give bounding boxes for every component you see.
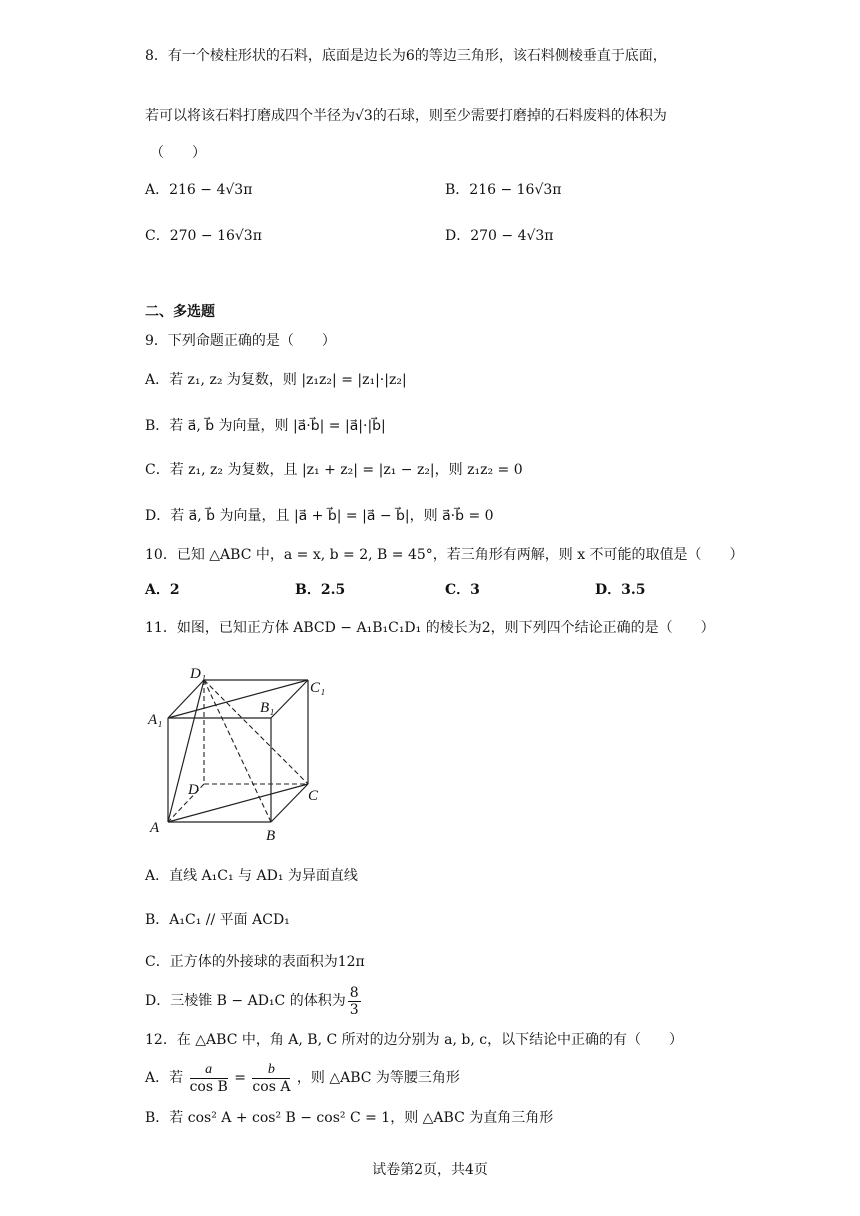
q8-option-c: C．270 − 16√3π bbox=[145, 228, 262, 244]
q10-option-a: A．2 bbox=[145, 582, 180, 598]
q8-stem-line1: 8．有一个棱柱形状的石料，底面是边长为6的等边三角形，该石料侧棱垂直于底面， bbox=[145, 48, 667, 64]
label-b1: B₁ bbox=[260, 700, 275, 716]
label-a: A bbox=[150, 820, 160, 836]
fraction-denominator: cos B bbox=[189, 1078, 228, 1095]
q12-stem: 12．在 △ABC 中，角 A, B, C 所对的边分别为 a, b, c，以下结论中正确的有（ ） bbox=[145, 1032, 684, 1048]
q11-stem: 11．如图，已知正方体 ABCD − A₁B₁C₁D₁ 的棱长为2，则下列四个结论正确的是（ ） bbox=[145, 620, 715, 636]
q8-option-a: A．216 − 4√3π bbox=[145, 182, 253, 198]
q11-option-d bbox=[145, 981, 363, 1021]
q11-option-b: B．A₁C₁ // 平面 ACD₁ bbox=[145, 912, 290, 928]
label-d1: D₁ bbox=[190, 666, 207, 682]
q8-stem-line2: 若可以将该石料打磨成四个半径为√3的石球，则至少需要打磨掉的石料废料的体积为 bbox=[145, 108, 667, 124]
fraction-numerator: a bbox=[190, 1062, 228, 1079]
q10-stem: 10．已知 △ABC 中，a = x, b = 2, B = 45°，若三角形有两解，则 x 不可能的取值是（ ） bbox=[145, 547, 744, 563]
q12-option-a bbox=[145, 1058, 460, 1098]
label-d: D bbox=[188, 782, 199, 798]
q8-option-b: B．216 − 16√3π bbox=[445, 182, 562, 198]
page-footer: 试卷第2页，共4页 bbox=[372, 1162, 488, 1178]
q8-stem-line3: （ ） bbox=[150, 145, 206, 161]
fraction-8-3 bbox=[348, 985, 361, 1018]
fraction-denominator: 3 bbox=[349, 1001, 359, 1018]
q9-option-c: C．若 z₁, z₂ 为复数，且 |z₁ + z₂| = |z₁ − z₂|，则 z₁z₂ = 0 bbox=[145, 462, 523, 478]
q9-option-d: D．若 a⃗, b⃗ 为向量，且 |a⃗ + b⃗| = |a⃗ − b⃗|，则 a⃗·b⃗ = 0 bbox=[145, 508, 494, 524]
q11-option-c: C．正方体的外接球的表面积为12π bbox=[145, 954, 365, 970]
q12-option-a-prefix: A．若 bbox=[145, 1070, 184, 1086]
q12-option-a-suffix: ，则 △ABC 为等腰三角形 bbox=[296, 1070, 460, 1086]
q10-option-b: B．2.5 bbox=[295, 582, 346, 598]
q8-option-d: D．270 − 4√3π bbox=[445, 228, 554, 244]
fraction-numerator: 8 bbox=[349, 984, 359, 1001]
q11-option-a: A．直线 A₁C₁ 与 AD₁ 为异面直线 bbox=[145, 868, 358, 884]
edge-c1-b1 bbox=[271, 680, 308, 718]
equals-sign: = bbox=[234, 1070, 246, 1086]
q10-option-d: D．3.5 bbox=[595, 582, 646, 598]
q9-stem: 9．下列命题正确的是（ ） bbox=[145, 333, 336, 349]
fraction-a-cosb bbox=[190, 1062, 228, 1095]
section-heading: 二、多选题 bbox=[145, 304, 215, 320]
label-a1: A₁ bbox=[148, 712, 163, 728]
label-b: B bbox=[266, 828, 276, 844]
diag-a1-c1 bbox=[168, 680, 308, 718]
fraction-b-cosa bbox=[252, 1062, 290, 1095]
cube-figure bbox=[140, 660, 340, 845]
fraction-denominator: cos A bbox=[252, 1078, 291, 1095]
q9-option-b: B．若 a⃗, b⃗ 为向量，则 |a⃗·b⃗| = |a⃗|·|b⃗| bbox=[145, 418, 386, 434]
edge-b-c bbox=[271, 784, 308, 822]
q11-option-d-text: D．三棱锥 B − AD₁C 的体积为 bbox=[145, 993, 346, 1009]
q10-option-c: C．3 bbox=[445, 582, 480, 598]
diag-d1-a bbox=[168, 680, 204, 822]
fraction-numerator: b bbox=[252, 1062, 290, 1079]
q12-option-b: B．若 cos² A + cos² B − cos² C = 1，则 △ABC 为直角三角形 bbox=[145, 1110, 554, 1126]
label-c: C bbox=[308, 788, 319, 804]
label-c1: C₁ bbox=[310, 680, 326, 696]
q9-option-a: A．若 z₁, z₂ 为复数，则 |z₁z₂| = |z₁|·|z₂| bbox=[145, 372, 407, 388]
